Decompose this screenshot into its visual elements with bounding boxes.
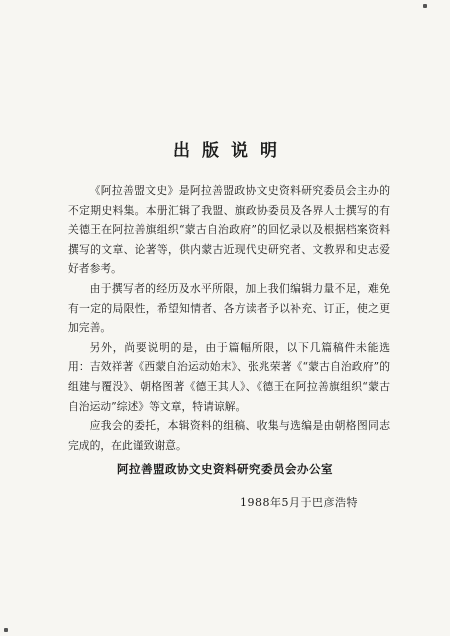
date-line: 1988年5月于巴彦浩特 bbox=[240, 496, 358, 509]
paragraph-2: 由于撰写者的经历及水平所限，加上我们编辑力量不足，难免有一定的局限性，希望知情者、各方读者予以补充、订正，使之更加完善。 bbox=[68, 281, 390, 335]
paragraph-4: 应我会的委托，本辑资料的组稿、收集与选编是由朝格图同志完成的，在此谨致谢意。 bbox=[68, 419, 390, 452]
paragraph-1: 《阿拉善盟文史》是阿拉善盟政协文史资料研究委员会主办的不定期史料集。本册汇辑了我盟、旗政协委员及各界人士撰写的有关德王在阿拉善旗组织“蒙古自治政府”的回忆录以及根据档案资料撰写的文章、论著等，供内蒙古近现代史研究者、文教界和史志爱好者参考。 bbox=[68, 184, 390, 276]
paragraph-3: 另外，尚要说明的是，由于篇幅所限，以下几篇稿件未能选用：吉效祥著《西蒙自治运动始末》、张兆荣著《“蒙古自治政府”的组建与覆没》、朝格图著《德王其人》、《德王在阿拉善旗组织“蒙古自治运动”综述》等文章，特请谅解。 bbox=[68, 340, 390, 413]
scan-speck bbox=[423, 4, 427, 8]
body-text bbox=[68, 181, 390, 455]
scan-speck bbox=[4, 628, 8, 632]
organization-signature: 阿拉善盟政协文史资料研究委员会办公室 bbox=[117, 462, 333, 476]
page-title: 出版说明 bbox=[173, 141, 289, 161]
